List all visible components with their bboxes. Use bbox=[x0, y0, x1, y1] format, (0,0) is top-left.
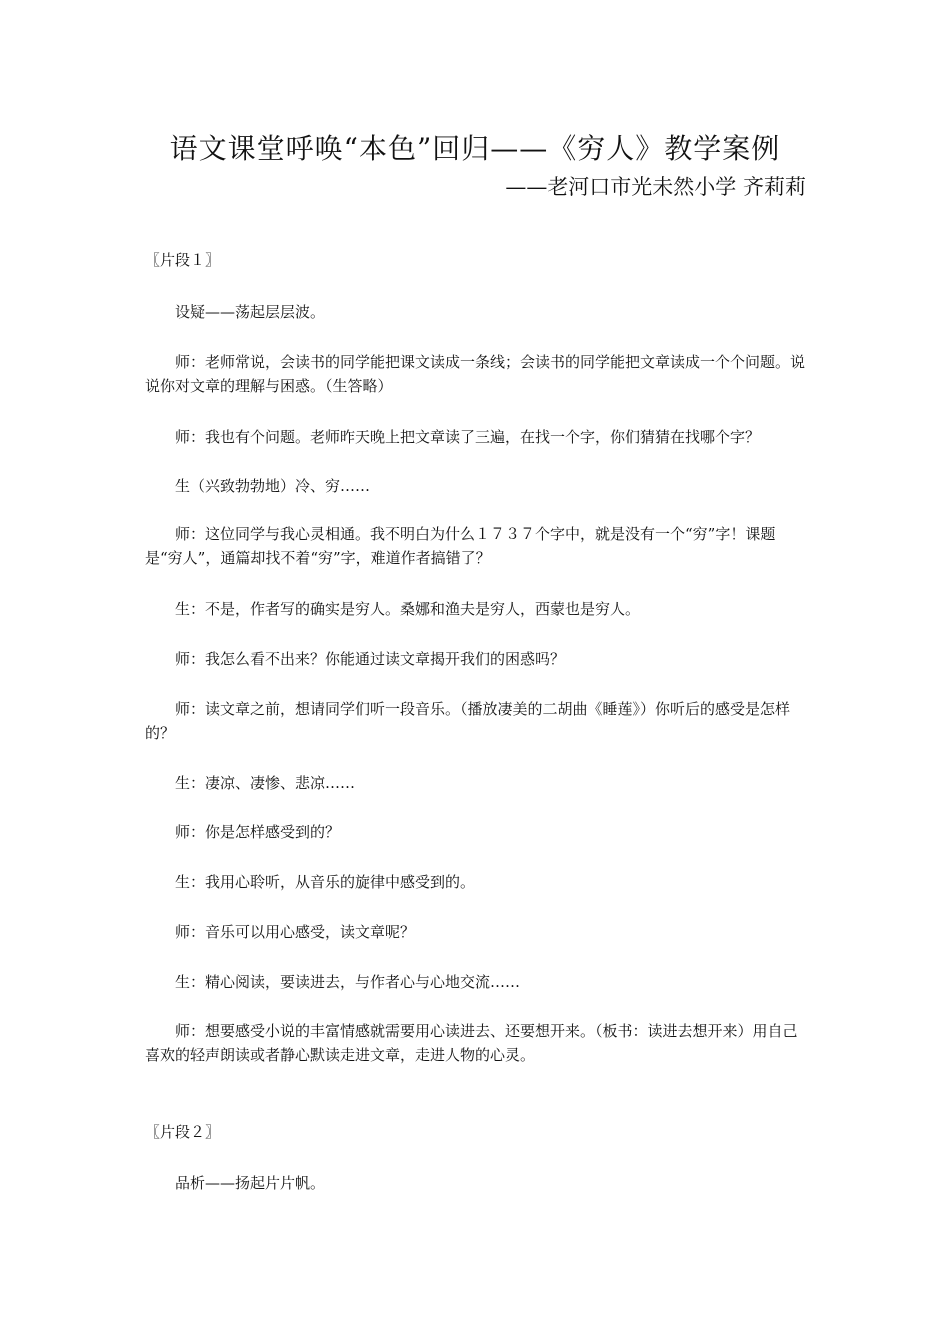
paragraph: 生（兴致勃勃地）冷、穷…… bbox=[175, 477, 371, 495]
document-title: 语文课堂呼唤“本色”回归——《穷人》教学案例 bbox=[169, 132, 781, 165]
segment-2-heading: 品析——扬起片片帆。 bbox=[175, 1174, 326, 1192]
paragraph: 生：我用心聆听，从音乐的旋律中感受到的。 bbox=[175, 873, 476, 891]
segment-1-label: 〖片段１〗 bbox=[145, 251, 221, 269]
paragraph: 师：你是怎样感受到的？ bbox=[175, 823, 341, 841]
paragraph: 师：音乐可以用心感受，读文章呢？ bbox=[175, 923, 416, 941]
segment-1-heading: 设疑——荡起层层波。 bbox=[175, 303, 326, 321]
paragraph: 师：读文章之前，想请同学们听一段音乐。（播放凄美的二胡曲《睡莲》）你听后的感受是怎样的？ bbox=[145, 700, 791, 742]
paragraph: 师：想要感受小说的丰富情感就需要用心读进去、还要想开来。（板书：读进去想开来）用自己喜欢的轻声朗读或者静心默读走进文章，走进人物的心灵。 bbox=[145, 1022, 798, 1064]
paragraph: 师：这位同学与我心灵相通。我不明白为什么１７３７个字中，就是没有一个“穷”字！课题是“穷人”，通篇却找不着“穷”字，难道作者搞错了？ bbox=[145, 525, 776, 567]
paragraph: 师：我怎么看不出来？你能通过读文章揭开我们的困惑吗？ bbox=[175, 650, 566, 668]
paragraph: 生：精心阅读，要读进去，与作者心与心地交流…… bbox=[175, 973, 521, 991]
segment-2-label: 〖片段２〗 bbox=[145, 1123, 221, 1141]
paragraph: 师：老师常说，会读书的同学能把课文读成一条线；会读书的同学能把文章读成一个个问题。说说你对文章的理解与困惑。（生答略） bbox=[145, 353, 806, 395]
paragraph: 生：不是，作者写的确实是穷人。桑娜和渔夫是穷人，西蒙也是穷人。 bbox=[175, 600, 641, 618]
paragraph: 生：凄凉、凄惨、悲凉…… bbox=[175, 774, 356, 792]
author-line: ——老河口市光未然小学 齐莉莉 bbox=[505, 175, 806, 199]
paragraph: 师：我也有个问题。老师昨天晚上把文章读了三遍，在找一个字，你们猜猜在找哪个字？ bbox=[175, 428, 761, 446]
